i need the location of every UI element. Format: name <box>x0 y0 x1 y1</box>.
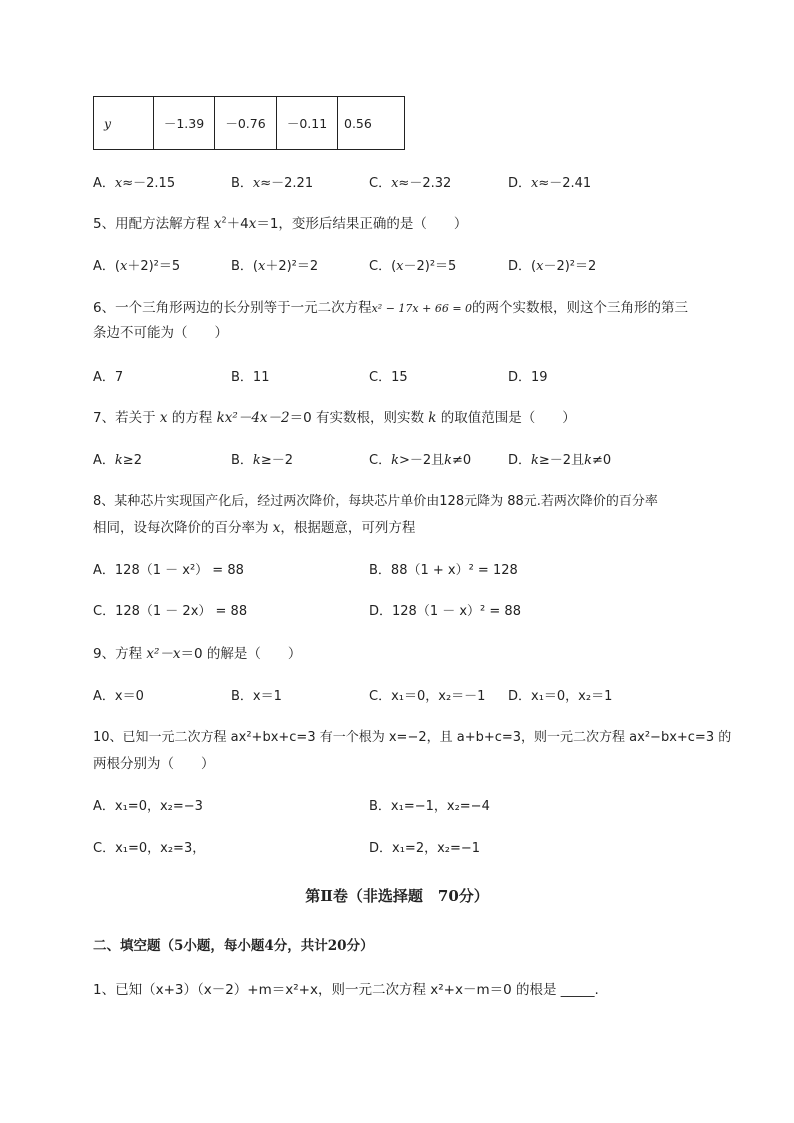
q7-question: 7、若关于 x 的方程 kx²－4x－2＝0 有实数根，则实数 k 的取值范围是（ ） <box>93 410 576 426</box>
q4-option-b[interactable]: B．x≈－2.21 <box>231 176 314 191</box>
q8-question-line2: 相同，设每次降价的百分率为 x，根据题意，可列方程 <box>93 520 416 536</box>
q7-option-b[interactable]: B．k≥－2 <box>231 453 293 468</box>
q10-option-b[interactable]: B．x₁=−1，x₂=−4 <box>369 799 490 814</box>
q4-option-d[interactable]: D．x≈－2.41 <box>508 176 592 191</box>
q8-option-d[interactable]: D．128（1 － x）² = 88 <box>369 604 521 619</box>
q6-question-line1: 6、一个三角形两边的长分别等于一元二次方程x² − 17x + 66 = 0的两个实数根，则这个三角形的第三 <box>93 300 689 316</box>
q8-option-c[interactable]: C．128（1 － 2x） = 88 <box>93 604 248 619</box>
q10-option-a[interactable]: A．x₁=0，x₂=−3 <box>93 799 203 814</box>
table-row <box>94 97 405 150</box>
table-cell: －0.11 <box>277 97 338 150</box>
q10-option-c[interactable]: C．x₁=0，x₂=3， <box>93 841 206 856</box>
q7-option-a[interactable]: A．k≥2 <box>93 453 142 468</box>
fill-in-heading: 二、填空题（5小题，每小题4分，共计20分） <box>93 938 374 954</box>
q8-option-b[interactable]: B．88（1 + x）² = 128 <box>369 563 518 578</box>
q6-option-d[interactable]: D．19 <box>508 370 548 385</box>
q9-option-c[interactable]: C．x₁＝0，x₂＝－1 <box>369 689 486 704</box>
q6-question-line2: 条边不可能为（ ） <box>93 325 228 341</box>
q4-option-a[interactable]: A．x≈－2.15 <box>93 176 176 191</box>
q6-option-a[interactable]: A．7 <box>93 370 124 385</box>
q10-question-line2: 两根分别为（ ） <box>93 756 215 772</box>
q10-option-d[interactable]: D．x₁=2，x₂=−1 <box>369 841 481 856</box>
q9-option-d[interactable]: D．x₁＝0，x₂＝1 <box>508 689 613 704</box>
table-row-label: y <box>94 97 154 150</box>
q7-option-c[interactable]: C．k>－2且k≠0 <box>369 453 472 468</box>
q6-equation: x² − 17x + 66 = 0 <box>371 302 473 315</box>
q9-option-b[interactable]: B．x＝1 <box>231 689 282 704</box>
fill-q1: 1、已知（x+3）（x－2）+m＝x²+x，则一元二次方程 x²+x－m＝0 的根是 _____. <box>93 982 599 998</box>
q6-option-c[interactable]: C．15 <box>369 370 408 385</box>
q5-question: 5、用配方法解方程 $x^2+4x=1$，变形后结果正确的是（ ） <box>93 215 468 232</box>
q9-question: 9、方程 x²－x＝0 的解是（ ） <box>93 646 302 662</box>
q5-option-d[interactable]: D．(x－2)²＝2 <box>508 259 597 274</box>
q6-option-b[interactable]: B．11 <box>231 370 270 385</box>
q5-option-c[interactable]: C．(x－2)²＝5 <box>369 259 457 274</box>
q5-option-a[interactable]: A．(x＋2)²＝5 <box>93 259 181 274</box>
q8-question-line1: 8、某种芯片实现国产化后，经过两次降价，每块芯片单价由128元降为 88元.若两次降价的百分率 <box>93 494 658 509</box>
q10-question-line1: 10、已知一元二次方程 ax²+bx+c=3 有一个根为 x=−2，且 a+b+c=3，则一元二次方程 ax²−bx+c=3 的 <box>93 730 732 745</box>
table-cell: －1.39 <box>154 97 215 150</box>
q4-option-c[interactable]: C．x≈－2.32 <box>369 176 452 191</box>
table-cell: －0.76 <box>215 97 277 150</box>
q8-option-a[interactable]: A．128（1 － x²） = 88 <box>93 563 244 578</box>
q5-option-b[interactable]: B．(x＋2)²＝2 <box>231 259 319 274</box>
table-cell: 0.56 <box>338 97 405 150</box>
value-table <box>93 96 405 150</box>
section-title: 第Ⅱ卷（非选择题 70分） <box>305 887 489 905</box>
q7-option-d[interactable]: D．k≥－2且k≠0 <box>508 453 612 468</box>
q9-option-a[interactable]: A．x＝0 <box>93 689 144 704</box>
